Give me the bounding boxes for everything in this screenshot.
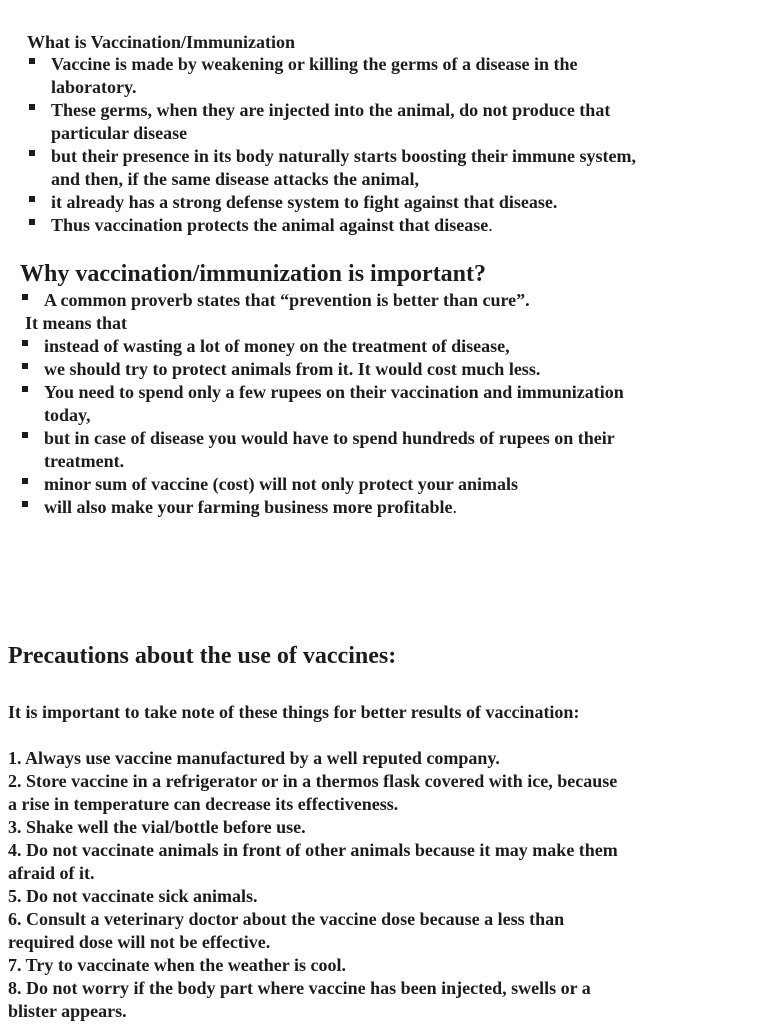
section1-bullet-3-line-2: and then, if the same disease attacks the animal, [51,169,419,189]
section2-bullet-4-line-1: but in case of disease you would have to spend hundreds of rupees on their [44,428,615,448]
bullet-marker [22,294,28,300]
section2-title: Why vaccination/immunization is important? [20,261,487,287]
section2-bullet-3-line-2: today, [44,405,91,425]
section1-bullet-5 [51,214,493,237]
precaution-3: 3. Shake well the vial/bottle before use. [8,817,306,837]
precaution-4-line-2: afraid of it. [8,863,95,883]
bullet-marker [29,104,35,110]
bullet-marker [29,196,35,202]
precaution-6-line-1: 6. Consult a veterinary doctor about the vaccine dose because a less than [8,909,565,929]
section2-bullet-6-period: . [452,497,458,517]
bullet-marker [29,58,35,64]
bullet-marker [22,432,28,438]
section3-title: Precautions about the use of vaccines: [8,643,397,669]
bullet-marker [22,340,28,346]
section2-bullet-1: instead of wasting a lot of money on the treatment of disease, [44,336,510,356]
section1-bullet-1-line-2: laboratory. [51,77,137,97]
section1-bullet-3-line-1: but their presence in its body naturally starts boosting their immune system, [51,146,637,166]
section2-it-means: It means that [25,313,127,333]
section1-bullet-4: it already has a strong defense system to fight against that disease. [51,192,558,212]
section2-bullet-4-line-2: treatment. [44,451,125,471]
bullet-marker [22,501,28,507]
section2-bullet-6-text: will also make your farming business more profitable [44,497,453,517]
section2-proverb: A common proverb states that “prevention is better than cure”. [44,290,530,310]
precaution-1: 1. Always use vaccine manufactured by a well reputed company. [8,748,500,768]
precaution-2-line-2: a rise in temperature can decrease its effectiveness. [8,794,399,814]
section2-bullet-5: minor sum of vaccine (cost) will not only protect your animals [44,474,518,494]
section1-bullet-5-period: . [488,215,493,235]
bullet-marker [29,150,35,156]
bullet-marker [22,478,28,484]
section1-bullet-2-line-1: These germs, when they are injected into the animal, do not produce that [51,100,611,120]
section3-intro: It is important to take note of these things for better results of vaccination: [8,702,580,722]
section1-bullet-5-text: Thus vaccination protects the animal against that disease [51,215,489,235]
bullet-marker [29,219,35,225]
section1-bullet-2-line-2: particular disease [51,123,188,143]
section2-bullet-3-line-1: You need to spend only a few rupees on their vaccination and immunization [44,382,624,402]
precaution-8-line-1: 8. Do not worry if the body part where vaccine has been injected, swells or a [8,978,591,998]
precaution-7: 7. Try to vaccinate when the weather is cool. [8,955,346,975]
section2-bullet-6 [44,496,457,519]
precaution-8-line-2: blister appears. [8,1001,127,1021]
precaution-2-line-1: 2. Store vaccine in a refrigerator or in a thermos flask covered with ice, because [8,771,618,791]
precaution-4-line-1: 4. Do not vaccinate animals in front of other animals because it may make them [8,840,618,860]
section1-title: What is Vaccination/Immunization [27,32,296,52]
precaution-6-line-2: required dose will not be effective. [8,932,271,952]
bullet-marker [22,386,28,392]
section1-bullet-1-line-1: Vaccine is made by weakening or killing the germs of a disease in the [51,54,578,74]
section2-bullet-2: we should try to protect animals from it. It would cost much less. [44,359,541,379]
bullet-marker [22,363,28,369]
precaution-5: 5. Do not vaccinate sick animals. [8,886,258,906]
